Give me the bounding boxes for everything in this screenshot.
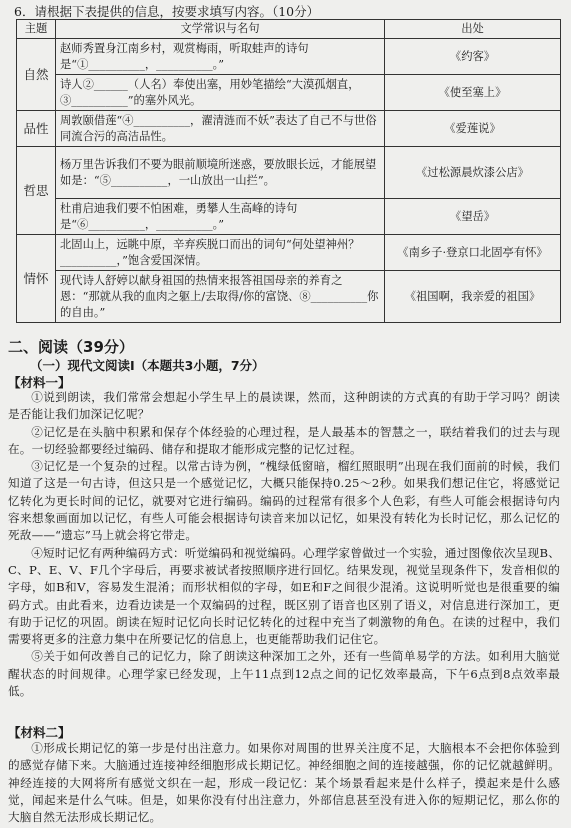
content-cell: 杨万里告诉我们不要为眼前顺境所迷惑，要放眼长远，才能展望如是：“⑤__________，一山放出一山拦”。 (56, 147, 385, 199)
paragraph: ⑤关于如何改善自己的记忆力，除了朗读这种深加工之外，还有一些简单易学的方法。如利用大脑觉醒状态的时间规律。心理学家已经发现，上午11点到12点之间的记忆效率最高，下午6点到8点效率最低。 (8, 649, 560, 699)
subsection-title: （一）现代文阅读Ⅰ（本题共3小题，7分） (30, 358, 265, 373)
source-cell: 《爱莲说》 (385, 111, 561, 147)
source-cell: 《使至塞上》 (385, 75, 561, 111)
question-title: 6．请根据下表提供的信息，按要求填写内容。（10分） (14, 4, 320, 19)
table-row (17, 75, 561, 111)
material1-text (8, 389, 560, 700)
paragraph: ③记忆是一个复杂的过程。以常古诗为例，“槐绿低窗暗，榴红照眼明”出现在我们面前的时候，我们知道了这是一句古诗，但这只是一个感觉记忆，大概只能保持0.25～2秒。如果我们想记住它，将感觉记忆转化为更长时间的记忆，就要对它进行编码。编码的过程常有很多个人色彩，有些人可能会根据诗句内容来想象画面加以记忆，有些人可能会根据诗句读音来加以记忆，如果没有转化为长时记忆，那么记忆的死敌——“遗忘”马上就会将它带走。 (8, 459, 560, 543)
content-cell: 杜甫启迪我们要不怕困难，勇攀人生高峰的诗句是“⑥__________，__________。” (56, 199, 385, 235)
source-cell: 《祖国啊，我亲爱的祖国》 (385, 271, 561, 323)
table-row (17, 199, 561, 235)
source-cell: 《南乡子·登京口北固亭有怀》 (385, 235, 561, 271)
paragraph: ①说到朗读，我们常常会想起小学生早上的晨读课，然而，这种朗读的方式真的有助于学习吗？朗读是否能让我们加深记忆呢？ (8, 390, 560, 422)
category-cell: 哲思 (17, 147, 56, 235)
table-row (17, 147, 561, 199)
source-cell: 《过松源晨炊漆公店》 (385, 147, 561, 199)
paragraph: ①形成长期记忆的第一步是付出注意力。如果你对周围的世界关注度不足，大脑根本不会把你体验到的感觉存储下来。大脑通过连接神经细胞形成长期记忆。神经细胞之间的连接越强，你的记忆就越鲜明。神经连接的大网将所有感觉文织在一起，形成一段记忆：某个场景看起来是什么样子，摸起来是什么感觉，闻起来是什么气味。但是，如果你没有付出注意力，外部信息甚至没有进入你的短期记忆，那么你的大脑自然无法形成长期记忆。 (8, 741, 560, 825)
content-cell: 诗人②______（人名）奉使出塞，用妙笔描绘“大漠孤烟直，③__________”的塞外风光。 (56, 75, 385, 111)
content-cell: 现代诗人舒婷以献身祖国的热情来报答祖国母亲的养育之恩：“那就从我的血肉之躯上/去取得/你的富饶、⑧__________你的自由。” (56, 271, 385, 323)
table-header-row (17, 20, 561, 39)
paragraph: ②记忆是在头脑中积累和保存个体经验的心理过程，是人最基本的智慧之一，联结着我们的过去与现在。一切经验都要经过编码、储存和提取才能形成完整的记忆过程。 (8, 424, 560, 456)
literature-table (16, 19, 561, 323)
category-cell: 品性 (17, 111, 56, 147)
paragraph: ④短时记忆有两种编码方式：听觉编码和视觉编码。心理学家曾做过一个实验，通过图像依次呈现B、C、P、E、V、F几个字母后，再要求被试者按照顺序进行回忆。结果发现，视觉呈现条件下，发音相似的字母，如B和V，容易发生混淆；而形状相似的字母，如E和F之间很少混淆。这说明听觉也是很重要的编码方式。由此看来，边看边读是一个双编码的过程，既区别了语音也区别了语义，对信息进行深加工，更有助于记忆的巩固。朗读在短时记忆向长时记忆转化的过程中充当了刺激物的角色。在读的过程中，我们需要将更多的注意力集中在所要记忆的信息上，也更能帮助我们记住它。 (8, 545, 560, 647)
source-cell: 《望岳》 (385, 199, 561, 235)
section-title: 二、阅读（39分） (8, 338, 134, 356)
table-row (17, 235, 561, 271)
table-row (17, 39, 561, 75)
source-cell: 《约客》 (385, 39, 561, 75)
header-content: 文学常识与名句 (56, 20, 385, 39)
material1-label: 【材料一】 (8, 375, 71, 390)
content-cell: 赵师秀置身江南乡村，观赏梅雨，听取蛙声的诗句是“①__________，__________。” (56, 39, 385, 75)
material2-text (8, 740, 560, 826)
category-cell: 自然 (17, 39, 56, 111)
table-row (17, 271, 561, 323)
material2-label: 【材料二】 (8, 725, 71, 740)
header-theme: 主题 (17, 20, 56, 39)
content-cell: 周敦颐借莲“④__________，濯清涟而不妖”表达了自己不与世俗同流合污的高洁品性。 (56, 111, 385, 147)
table-row (17, 111, 561, 147)
category-cell: 情怀 (17, 235, 56, 323)
content-cell: 北固山上，远眺中原，辛弃疾脱口而出的词句“何处望神州？__________，”饱含爱国深情。 (56, 235, 385, 271)
header-source: 出处 (385, 20, 561, 39)
